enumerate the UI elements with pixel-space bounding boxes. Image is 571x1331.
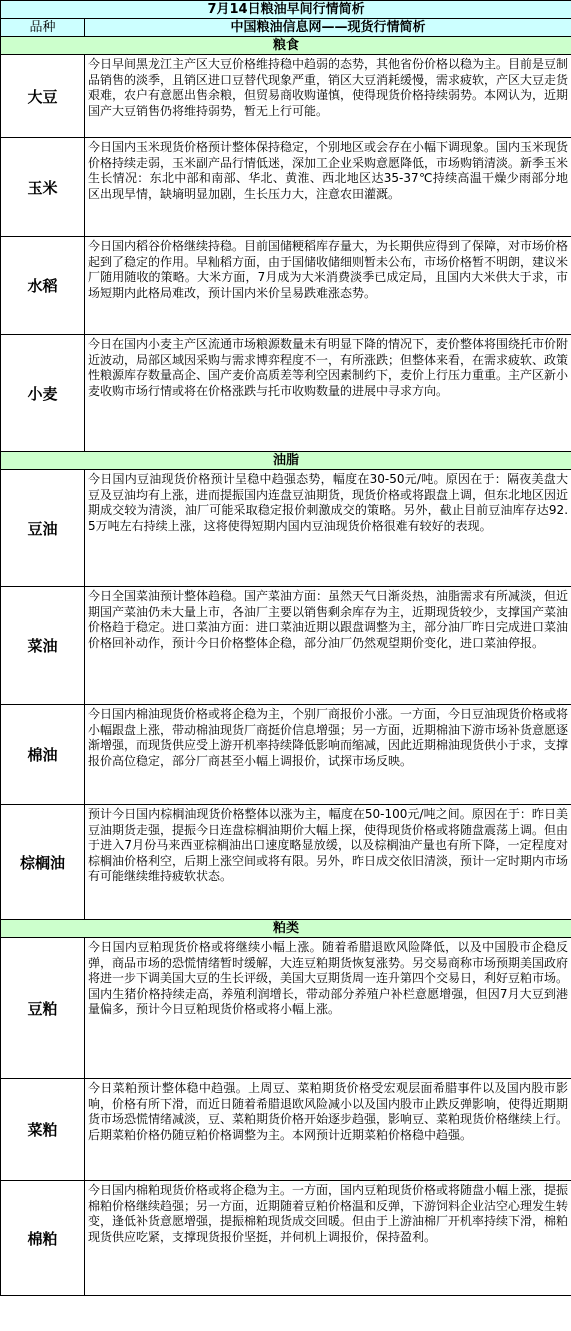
variety-name: 棉油 xyxy=(1,705,85,805)
variety-analysis: 今日国内稻谷价格继续持稳。目前国储粳稻库存量大，为长期供应得到了保障，对市场价格起到了稳定的作用。早籼稻方面，由于国储收储细则暂未公布，市场价格暂不明朗，建议米厂随用随收的策略。大米方面，7月成为大米消费淡季已成定局，且国内大米供大于求，市场短期内此格局难改，预计国内米价呈易跌难涨态势。 xyxy=(85,237,571,335)
table-row xyxy=(1,138,571,237)
table-row xyxy=(1,237,571,335)
table-row xyxy=(1,1181,571,1296)
variety-name: 豆油 xyxy=(1,470,85,587)
header-variety: 品种 xyxy=(1,19,85,37)
section-header-grain xyxy=(1,37,571,55)
table-row xyxy=(1,470,571,587)
variety-analysis: 今日国内玉米现货价格预计整体保持稳定，个别地区或会存在小幅下调现象。国内玉米现货价格持续走弱，玉米副产品行情低迷，深加工企业采购意愿降低，市场购销清淡。新季玉米生长情况：东北中部和南部、华北、黄淮、西北地区达35-37℃持续高温干燥少雨部分地区出现旱情，缺墒明显加剧，生长压力大，注意农田灌溉。 xyxy=(85,138,571,237)
variety-name: 豆粕 xyxy=(1,938,85,1079)
report-title: 7月14日粮油早间行情简析 xyxy=(1,1,571,19)
variety-name: 玉米 xyxy=(1,138,85,237)
table-row xyxy=(1,1079,571,1181)
header-analysis: 中国粮油信息网——现货行情简析 xyxy=(85,19,571,37)
table-row xyxy=(1,335,571,452)
section-title: 油脂 xyxy=(1,452,571,470)
section-title: 粮食 xyxy=(1,37,571,55)
section-header-oils xyxy=(1,452,571,470)
header-row xyxy=(1,19,571,37)
variety-analysis: 今日国内棉油现货价格或将企稳为主，个别厂商报价小涨。一方面，今日豆油现货价格或将小幅跟盘上涨，带动棉油现货厂商挺价信息增强；另一方面，近期棉油下游市场补货意愿逐渐增强，而现货供应受上游开机率持续降低影响而缩减，因此近期棉油现货供小于求，支撑报价高位稳定，部分厂商甚至小幅上调报价，试探市场反映。 xyxy=(85,705,571,805)
variety-name: 棕榈油 xyxy=(1,805,85,920)
variety-name: 大豆 xyxy=(1,55,85,138)
table-row xyxy=(1,587,571,705)
table-row xyxy=(1,805,571,920)
variety-analysis: 今日菜粕预计整体稳中趋强。上周豆、菜粕期货价格受宏观层面希腊事件以及国内股市影响，价格有所下滑，而近日随着希腊退欧风险减小以及国内股市止跌反弹影响，使得近期期货市场恐慌情绪减淡，豆、菜粕期货价格开始逐步趋强，影响豆、菜粕现货价格继续上行。后期菜粕价格仍随豆粕价格调整为主。本网预计近期菜粕价格稳中趋强。 xyxy=(85,1079,571,1181)
variety-analysis: 今日国内豆粕现货价格或将继续小幅上涨。随着希腊退欧风险降低，以及中国股市企稳反弹，商品市场的恐慌情绪暂时缓解，大连豆粕期货恢复涨势。另交易商称市场预期美国政府将进一步下调美国大豆的生长评级，美国大豆期货周一连升第四个交易日，利好豆粕市场。国内生猪价格持续走高，养殖利润增长，带动部分养殖户补栏意愿增强，但因7月大豆到港量偏多，预计今日豆粕现货价格或将小幅上涨。 xyxy=(85,938,571,1079)
variety-name: 水稻 xyxy=(1,237,85,335)
title-row xyxy=(1,1,571,19)
variety-name: 菜粕 xyxy=(1,1079,85,1181)
section-header-meals xyxy=(1,920,571,938)
variety-name: 小麦 xyxy=(1,335,85,452)
variety-name: 棉粕 xyxy=(1,1181,85,1296)
table-row xyxy=(1,938,571,1079)
variety-analysis: 今日国内棉粕现货价格或将企稳为主。一方面，国内豆粕现货价格或将随盘小幅上涨，提振棉粕价格继续趋强；另一方面，近期随着豆粕价格温和反弹，下游饲料企业沽空心理发生转变，逢低补货意愿增强，提振棉粕现货成交回暖。但由于上游油棉厂开机率持续下滑，棉粕现货供应吃紧，支撑现货报价坚挺，并伺机上调报价，保持盈利。 xyxy=(85,1181,571,1296)
variety-analysis: 今日国内豆油现货价格预计呈稳中趋强态势，幅度在30-50元/吨。原因在于：隔夜美盘大豆及豆油均有上涨，进而提振国内连盘豆油期货，现货价格或将跟盘上调，但东北地区因近期成交较为清淡，油厂可能采取稳定报价刺激成交的策略。另外，截止目前豆油库存达92.5万吨左右持续上涨，这将使得短期内国内豆油现货价格很难有较好的表现。 xyxy=(85,470,571,587)
section-title: 粕类 xyxy=(1,920,571,938)
variety-analysis: 今日全国菜油预计整体趋稳。国产菜油方面：虽然天气日渐炎热，油脂需求有所减淡，但近期国产菜油仍未大量上市，各油厂主要以销售剩余库存为主，近期现货较少，支撑国产菜油价格趋于稳定。进口菜油方面：进口菜油近期以跟盘调整为主，部分油厂昨日完成进口菜油价格回补动作，预计今日价格整体企稳，部分油厂仍然观望期价变化，进口菜油停报。 xyxy=(85,587,571,705)
variety-name: 菜油 xyxy=(1,587,85,705)
table-row xyxy=(1,55,571,138)
variety-analysis: 预计今日国内棕榈油现货价格整体以涨为主，幅度在50-100元/吨之间。原因在于：昨日美豆油期货走强，提振今日连盘棕榈油期价大幅上探，使得现货价格或将随盘震荡上调。但由于进入7月份马来西亚棕榈油出口速度略显放缓，以及棕榈油产量也有所下降，一定程度对棕榈油价格利空，后期上涨空间或将有限。另外，昨日成交依旧清淡，预计一定时期内市场有可能继续维持疲软状态。 xyxy=(85,805,571,920)
table-row xyxy=(1,705,571,805)
variety-analysis: 今日在国内小麦主产区流通市场粮源数量未有明显下降的情况下，麦价整体将围绕托市价附近波动，局部区域因采购与需求博弈程度不一，有所涨跌；但整体来看，在需求疲软、政策性粮源库存数量高企、国产麦价高质差等利空因素制约下，麦价上行压力重重。主产区新小麦收购市场行情或将在价格涨跌与托市收购数量的进展中寻求方向。 xyxy=(85,335,571,452)
variety-analysis: 今日早间黑龙江主产区大豆价格维持稳中趋弱的态势，其他省份价格以稳为主。目前是豆制品销售的淡季，且销区进口豆替代现象严重，销区大豆消耗缓慢，需求疲软，产区大豆走货艰难，农户有意愿出售余粮，但贸易商收购谨慎，使得现货价格持续弱势。本网认为，近期国产大豆销售仍将维持弱势，暂无上行可能。 xyxy=(85,55,571,138)
